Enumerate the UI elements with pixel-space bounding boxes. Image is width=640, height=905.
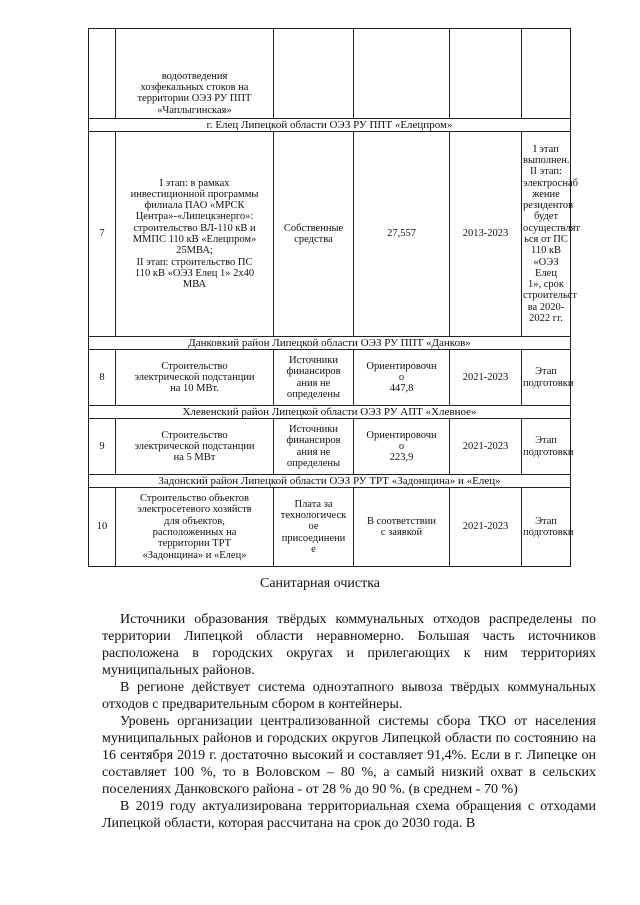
table-cell-status: I этап выполнен. II этап: электроснаб жение резидентов будет осуществлят ься от ПС 110 кВ «ОЭЗ Елец 1», срок строительст ва 2020- 2022 гг. [522, 132, 571, 337]
table-cell-description: водоотведения хозфекальных стоков на территории ОЭЗ РУ ППТ «Чаплыгинская» [116, 29, 274, 119]
section-heading: Данковкий район Липецкой области ОЭЗ РУ ППТ «Данков» [89, 337, 571, 350]
table-cell-cost: Ориентировочн о 447,8 [354, 350, 450, 406]
table-row [89, 419, 571, 475]
table-cell-source: Собственные средства [274, 132, 354, 337]
table-cell-period: 2013-2023 [450, 132, 522, 337]
table-cell-number: 10 [89, 488, 116, 567]
table-row [89, 132, 571, 337]
table-cell-source: Источники финансиров ания не определены [274, 419, 354, 475]
table-cell-source [274, 29, 354, 119]
table-cell-period: 2021-2023 [450, 350, 522, 406]
section-title: Санитарная очистка [260, 576, 380, 591]
table-cell-cost: В соответствии с заявкой [354, 488, 450, 567]
table-row [89, 29, 571, 119]
table-cell-cost [354, 29, 450, 119]
table-cell-description: Строительство электрической подстанции на 10 МВт. [116, 350, 274, 406]
table-cell-status: Этап подготовки [522, 488, 571, 567]
paragraph: В регионе действует система одноэтапного вывоза твёрдых коммунальных отходов с предварительным сбором в контейнеры. [102, 680, 596, 712]
table-cell-status: Этап подготовки [522, 419, 571, 475]
table-cell-description: Строительство электрической подстанции на 5 МВт [116, 419, 274, 475]
table-section-row [89, 119, 571, 132]
table-cell-source: Плата за технологическ ое присоединени е [274, 488, 354, 567]
table-cell-status [522, 29, 571, 119]
table-cell-period: 2021-2023 [450, 419, 522, 475]
table-row [89, 488, 571, 567]
table-section-row [89, 406, 571, 419]
table-cell-number: 8 [89, 350, 116, 406]
paragraph: В 2019 году актуализирована территориальная схема обращения с отходами Липецкой области, которая рассчитана на срок до 2030 года. В [102, 799, 596, 831]
section-heading: г. Елец Липецкой области ОЭЗ РУ ППТ «Елецпром» [89, 119, 571, 132]
paragraph: Источники образования твёрдых коммунальных отходов распределены по территории Липецкой области неравномерно. Большая часть источников расположена в городских округах и прилегающих к ним территориях муниципальных районов. [102, 612, 596, 678]
table-section-row [89, 337, 571, 350]
body-text [102, 611, 596, 832]
table-cell-description: I этап: в рамках инвестиционной программы филиала ПАО «МРСК Центра»-«Липецкэнерго»: строительство ВЛ-110 кВ и ММПС 110 кВ «Елецпром» 25МВА; II этап: строительство ПС 110 кВ «ОЭЗ Елец 1» 2х40 МВА [116, 132, 274, 337]
projects-table [88, 28, 581, 567]
table-cell-number: 9 [89, 419, 116, 475]
table-cell-cost: 27,557 [354, 132, 450, 337]
table-section-row [89, 475, 571, 488]
section-heading: Хлевенский район Липецкой области ОЭЗ РУ АПТ «Хлевное» [89, 406, 571, 419]
table-cell-source: Источники финансиров ания не определены [274, 350, 354, 406]
table-cell-description: Строительство объектов электросетевого хозяйств для объектов, расположенных на территории ТРТ «Задонщина» и «Елец» [116, 488, 274, 567]
table-cell-status: Этап подготовки [522, 350, 571, 406]
section-heading: Задонский район Липецкой области ОЭЗ РУ ТРТ «Задонщина» и «Елец» [89, 475, 571, 488]
paragraph: Уровень организации централизованной системы сбора ТКО от населения муниципальных районов и городских округов Липецкой области по состоянию на 16 сентября 2019 г. достаточно высокий и составляет 91,4%. Если в г. Липецке он составляет 100 %, то в Воловском – 80 %, а самый низкий охват в сельских поселениях Данковского района - от 28 % до 90 %. (в среднем - 70 %) [102, 714, 596, 797]
table-cell-number [89, 29, 116, 119]
table-row [89, 350, 571, 406]
table-cell-number: 7 [89, 132, 116, 337]
table-cell-period [450, 29, 522, 119]
table-cell-cost: Ориентировочн о 223,9 [354, 419, 450, 475]
table-cell-period: 2021-2023 [450, 488, 522, 567]
